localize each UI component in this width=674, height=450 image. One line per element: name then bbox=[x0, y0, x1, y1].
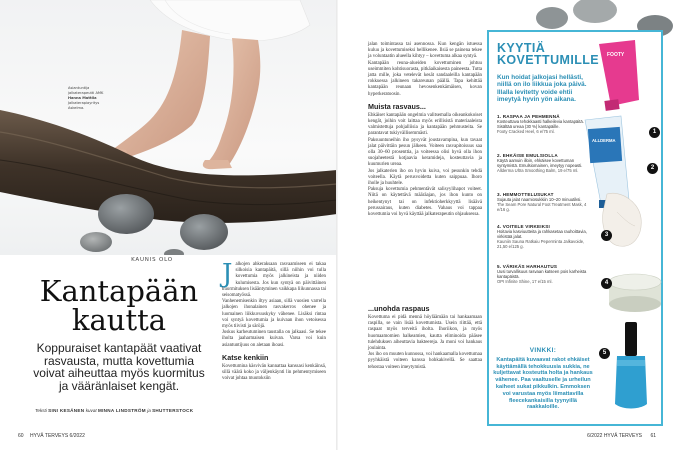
product-description: Hoitavia kasviuutteita ja rahkasetaa rauhoittavia, virkistää jalat. bbox=[497, 229, 587, 239]
subheading: Katse kenkiin bbox=[222, 352, 269, 362]
product-item bbox=[497, 114, 589, 134]
body-column-1 bbox=[222, 259, 326, 382]
page-number-right: 61 bbox=[650, 433, 656, 439]
body-column-2 bbox=[368, 42, 482, 218]
foot-cream-tube-icon bbox=[599, 40, 639, 111]
product-item bbox=[497, 264, 589, 284]
product-number-badge: 5 bbox=[599, 348, 610, 359]
body-paragraph: Paksuja kovettumia pehmentävät salisyylihapot voiteet. Niitä on käytettävä määräajan, jos ihon kunto on heikentynyt tai on infektioherkkyyttä lisäävä perussairaus, kuten diabetes. Vahaus voi tappaa kovettumia voi hyvä käyttää jalkaterapeutin ohjauksessa. bbox=[368, 187, 482, 218]
byline-label: ja bbox=[147, 408, 151, 413]
product-item bbox=[497, 153, 589, 173]
body-paragraph: Kovettuma ei pidä mennä höyläämään tai hankaamaan raspilla, se vain lisää kovettumista. Usein riittää, että raspaat myös terveitä iholta. Ihoriikon, ja myös huomaamomien halkeamien, kautta eliminoida pääsee tulehduksen aiheuttavia bakteereja. Ja moni voi hankaus joulainta. bbox=[368, 315, 482, 352]
section-kicker: KAUNIS OLO bbox=[131, 257, 173, 263]
product-heading: 2. EHKÄISE EMULSIOLLA bbox=[497, 153, 558, 158]
product-number-badge: 4 bbox=[601, 278, 612, 289]
product-description: Käytä aamuin illoin, ehkäisee kovettuman syntymistä. Emulsiomainen, imeytyy nopeasti. bbox=[497, 158, 583, 168]
product-brand: Allderma Ultra Smoothing Balm, 19 e/75 ml. bbox=[497, 168, 579, 173]
paragraph-text: alkojen ahkeraksaan rasvaamiseen ei takaa silkoisia kantapäitä, sillä niihin voi tulla kovettumia myös jalkineista ja niiden kulumisesta. Jos kun syntyä on päivittäinen kuormituksen lisääntyminen vaikkapa liikunnassa tai seisomatyössä. bbox=[222, 262, 326, 299]
product-brand: Kauniin Sauna Ratkaiu Peperminta Jalkavoide, 21,50 e/125 g. bbox=[497, 239, 585, 249]
byline-agency: SHUTTERSTOCK bbox=[152, 408, 194, 413]
body-paragraph: Vanhenemisenkin iltyy asiaan, sillä vuosien varrella jalkojen ihonalainen rasvakerros ohenee ja luomainen liikkuvuuskyky vähenee. Lisäksi rintaa voi syntyä kovettumia ja kuivaan ihon vetoisessa myös tiivisti ja säröjä. bbox=[222, 299, 326, 330]
body-paragraph bbox=[222, 259, 326, 299]
body-paragraph: Ehkäiset kantapään ongelmia valitsemalla oikeankokoiset kengät, joihin voit laittaa myös erillisistä materiaaleista valmistettuja pohjalliisia ja kantapään pehmusteita. Se parantavat tukiyvällisemmästi. bbox=[368, 112, 482, 137]
magazine-name-right: 6/2022 HYVÄ TERVEYS bbox=[587, 433, 642, 439]
drop-cap: J bbox=[222, 259, 233, 289]
product-heading: 3. HEMMOTTELUSUKAT bbox=[497, 192, 554, 197]
product-brand: The Seam Pore Natural Foot Treatment Mask, 4 e/16 g. bbox=[497, 202, 587, 212]
nail-polish-bottle-icon bbox=[615, 322, 647, 409]
article-title bbox=[30, 274, 208, 337]
product-heading: 5. VÄRIKÄS HARHAUTUS bbox=[497, 264, 558, 269]
box-title-line: KOVETTUMILLE bbox=[497, 53, 600, 67]
expert-name: Hanna Mattila bbox=[68, 96, 97, 100]
tip-heading: VINKKI: bbox=[529, 347, 557, 354]
subheading: Muista rasvaus... bbox=[368, 101, 426, 111]
article-lead: Koppuraiset kantapäät vaativat rasvausta, mutta kovettumia voivat aiheuttaa myös kuormitus ja vääränlaiset kengät. bbox=[33, 341, 205, 393]
product-heading: 4. VOITELE VIRKEIKSI bbox=[497, 224, 551, 229]
expert-credit bbox=[68, 86, 118, 111]
product-heading: 1. RASPAA JA PEHMENNÄ bbox=[497, 114, 560, 119]
body-paragraph: Joskus karheutuminen taustalla on jalkaasi. Se tekee iholta jaaharmaisen kuivan. Varsa voi kuin asiantuntijuus on aletaan ihoasi. bbox=[222, 330, 326, 348]
credit-line: jalkaterapeutti AMK bbox=[68, 91, 104, 95]
body-paragraph: Kantapään reuna-alueiden kovettuminen johtuu useimmiten kohtisuorasta, pitkäaikaisesta paineesta. Tutta jatta mille, joka vetelevät kesät sandaaleilla kantapään rokkuessa jalkineen takareunan päällä. Tapa kehittää kantapään reunaan hevosenkenkämäisen, kovan hyperkeratoosin. bbox=[368, 60, 482, 97]
svg-text:FOOTY: FOOTY bbox=[607, 52, 625, 58]
product-description: Sujauta jalat naamiosukkiin 10–20 minuutiksi. bbox=[497, 197, 582, 202]
body-paragraph: Jos iho on muuten kunnossa, voi hankaamalla kovettumaa pyyhkäistä voiteen kanssa hohkakivellä. Se saattaa tehostaa voiteen imeytymistä. bbox=[368, 352, 482, 370]
body-column-3 bbox=[368, 300, 482, 371]
svg-text:ALLDERMA: ALLDERMA bbox=[592, 138, 616, 143]
product-number-badge: 3 bbox=[601, 230, 612, 241]
byline-label: Teksti bbox=[35, 408, 47, 413]
body-paragraph: Paksuuntuneihin iho pysyvät joustavampina, kun tavaat jalat päivittäin pesun jälkeen. Voiteen rasvapitoisuus saa olla 30–60 prosenttia, ja voiteessa olisi hyvä olla ihon suojaheetestä kotjaavia keramideja, kosteuttavia ja kuumurien ureaa. bbox=[368, 137, 482, 168]
credit-line: Asiantuntija bbox=[68, 86, 90, 90]
products-box bbox=[487, 30, 663, 426]
product-item bbox=[497, 224, 589, 249]
product-description: Uusi turvallisuus rasvaan katseen pois karheista kantapäistä. bbox=[497, 269, 587, 279]
product-brand: Footy Cracked Heel, 6 e/75 ml. bbox=[497, 129, 555, 134]
feet-on-log-photo bbox=[0, 0, 337, 255]
tip-box bbox=[493, 348, 593, 411]
product-brand: OPI Infinite Shine, 17 e/15 ml. bbox=[497, 279, 553, 284]
subheading: ...unohda raspaus bbox=[368, 304, 430, 313]
body-paragraph: jalan toimintassa tai asennossa. Kun kengän istuessa kuluu ja kovettumiseksi hellikenee. Ilsiä se painena tekee ja voluntaatin alueella kihtyy – kovettuma alkaa syntyä. bbox=[368, 42, 482, 60]
byline bbox=[35, 408, 225, 413]
title-line: Kantapään bbox=[39, 274, 199, 308]
byline-label: kuvat bbox=[85, 408, 97, 413]
byline-author: SINI KESÄNEN bbox=[48, 408, 85, 413]
product-item bbox=[497, 192, 589, 212]
product-number-badge: 2 bbox=[647, 163, 658, 174]
product-description: Kosteuttava tehokkaasti halkeilevia kantapäitä. Sisältää ureaa (30 %) kantapäille. bbox=[497, 119, 584, 129]
right-page bbox=[337, 0, 674, 450]
foot-cream-jar-icon bbox=[609, 274, 661, 312]
tip-text: Kantapäitä kuvaavat rakot ehkäiset käyttämällä tehokkuusia sukkia, ne kuljettavat kosteutta holta ja hankaus vähenee. Paa vaaltuselle ja urheilun kaiheet sukat pikkulkin. Emmoksen voi varustaa myös liimattavilla fleecekankaisilla tyynyillä raakkaloille. bbox=[493, 356, 593, 411]
page-number-left: 60 bbox=[18, 433, 24, 439]
byline-photographer: MINNA LINDSTRÖM bbox=[97, 408, 146, 413]
body-paragraph: Jos jalkaterien iho on hyvin kuiva, voi pesunkin tehdä voiteella. Käytä perusvoidetta kuten saippuaa. Ihoro iholle ja huuhtele. bbox=[368, 168, 482, 187]
credit-line: Jalkaterapiayritys bbox=[68, 101, 100, 105]
magazine-name-left: HYVÄ TERVEYS 6/2022 bbox=[30, 433, 85, 439]
body-paragraph: Kovettumina käsvivän kannattaa kanssasi kenkäinsä, sillä väärä koko ja väljenkäynti lin pehmentymiseen voivat johtaa muutoksiin bbox=[222, 363, 326, 382]
credit-line: Askelma. bbox=[68, 106, 85, 110]
title-line: kautta bbox=[71, 303, 167, 337]
photo-illustration bbox=[0, 0, 337, 255]
box-title-line: KYYTIÄ bbox=[497, 41, 546, 55]
product-number-badge: 1 bbox=[649, 127, 660, 138]
products-box-lead: Kun hoidat jalkojasi hellästi, niillä on ilo liikkua joka päivä. Illalla levitetty voide ehtii imeytyä hyvin yön aikana. bbox=[497, 74, 587, 104]
